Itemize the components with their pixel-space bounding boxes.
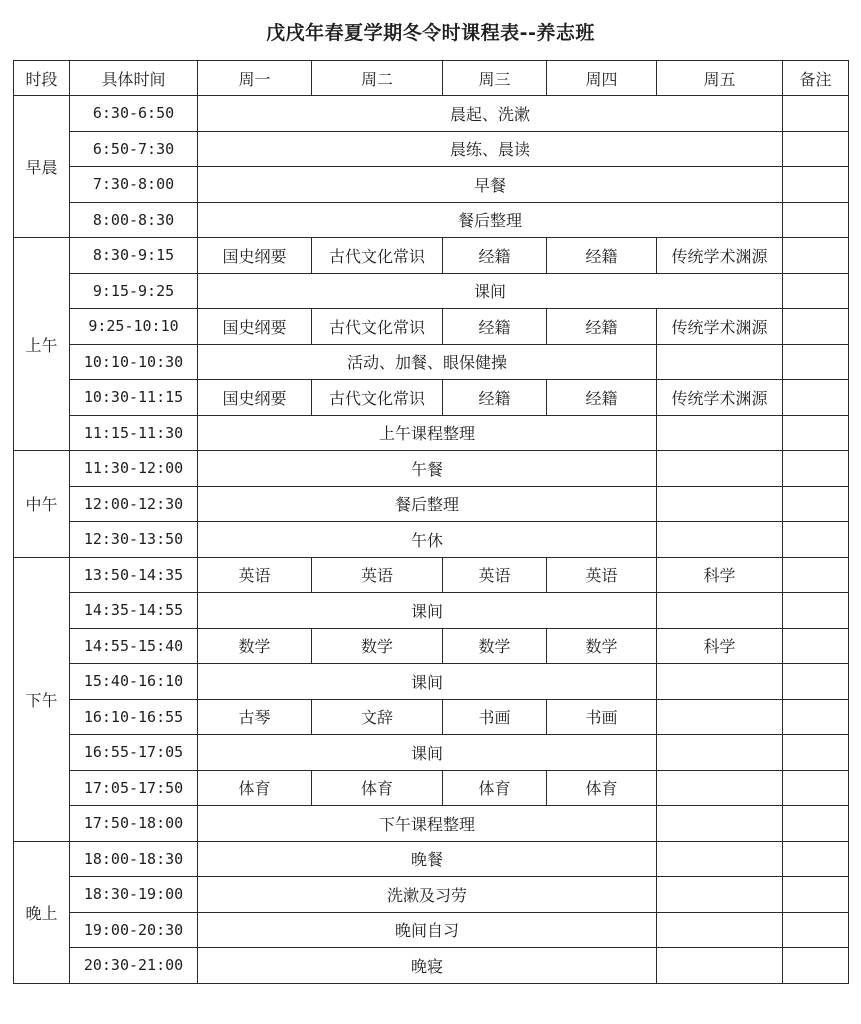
table-row: [14, 770, 849, 806]
time-cell: 14:55-15:40: [70, 628, 198, 664]
header-time: 具体时间: [70, 61, 198, 96]
notes-cell: [783, 593, 849, 629]
time-cell: 13:50-14:35: [70, 557, 198, 593]
time-cell: 18:00-18:30: [70, 841, 198, 877]
activity-cell: 晚餐: [198, 841, 657, 877]
empty-cell: [657, 486, 783, 522]
empty-cell: [657, 806, 783, 842]
notes-cell: [783, 273, 849, 309]
course-cell: 经籍: [443, 309, 547, 345]
course-cell: 经籍: [443, 380, 547, 416]
header-friday: 周五: [657, 61, 783, 96]
period-evening: 晚上: [14, 841, 70, 983]
course-cell: 古代文化常识: [312, 238, 443, 274]
notes-cell: [783, 948, 849, 984]
notes-cell: [783, 380, 849, 416]
activity-cell: 洗漱及习劳: [198, 877, 657, 913]
notes-cell: [783, 877, 849, 913]
table-row: [14, 557, 849, 593]
notes-cell: [783, 557, 849, 593]
activity-cell: 早餐: [198, 167, 783, 203]
time-cell: 20:30-21:00: [70, 948, 198, 984]
activity-cell: 餐后整理: [198, 486, 657, 522]
course-cell: 古琴: [198, 699, 312, 735]
notes-cell: [783, 167, 849, 203]
course-cell: 科学: [657, 628, 783, 664]
period-noon: 中午: [14, 451, 70, 558]
time-cell: 12:00-12:30: [70, 486, 198, 522]
course-cell: 经籍: [547, 238, 657, 274]
time-cell: 17:05-17:50: [70, 770, 198, 806]
table-row: [14, 309, 849, 345]
empty-cell: [657, 735, 783, 771]
notes-cell: [783, 841, 849, 877]
course-cell: 传统学术渊源: [657, 309, 783, 345]
empty-cell: [657, 948, 783, 984]
table-row: [14, 806, 849, 842]
notes-cell: [783, 96, 849, 132]
time-cell: 14:35-14:55: [70, 593, 198, 629]
empty-cell: [657, 912, 783, 948]
table-row: [14, 96, 849, 132]
course-cell: 传统学术渊源: [657, 238, 783, 274]
time-cell: 15:40-16:10: [70, 664, 198, 700]
time-cell: 18:30-19:00: [70, 877, 198, 913]
course-cell: 书画: [443, 699, 547, 735]
table-row: [14, 486, 849, 522]
header-wednesday: 周三: [443, 61, 547, 96]
table-row: [14, 131, 849, 167]
time-cell: 9:15-9:25: [70, 273, 198, 309]
table-row: [14, 912, 849, 948]
notes-cell: [783, 735, 849, 771]
notes-cell: [783, 664, 849, 700]
table-row: [14, 735, 849, 771]
time-cell: 16:10-16:55: [70, 699, 198, 735]
activity-cell: 晨练、晨读: [198, 131, 783, 167]
course-cell: 体育: [198, 770, 312, 806]
notes-cell: [783, 806, 849, 842]
empty-cell: [657, 877, 783, 913]
table-row: [14, 593, 849, 629]
table-row: [14, 877, 849, 913]
header-period: 时段: [14, 61, 70, 96]
empty-cell: [657, 664, 783, 700]
course-cell: 经籍: [443, 238, 547, 274]
time-cell: 17:50-18:00: [70, 806, 198, 842]
period-morning: 早晨: [14, 96, 70, 238]
table-row: [14, 628, 849, 664]
course-cell: 英语: [198, 557, 312, 593]
table-header-row: [14, 61, 849, 96]
period-forenoon: 上午: [14, 238, 70, 451]
activity-cell: 晨起、洗漱: [198, 96, 783, 132]
table-row: [14, 451, 849, 487]
header-notes: 备注: [783, 61, 849, 96]
table-row: [14, 380, 849, 416]
notes-cell: [783, 238, 849, 274]
notes-cell: [783, 415, 849, 451]
empty-cell: [657, 344, 783, 380]
course-cell: 经籍: [547, 309, 657, 345]
activity-cell: 下午课程整理: [198, 806, 657, 842]
course-cell: 古代文化常识: [312, 380, 443, 416]
course-cell: 国史纲要: [198, 380, 312, 416]
time-cell: 9:25-10:10: [70, 309, 198, 345]
course-cell: 体育: [443, 770, 547, 806]
activity-cell: 课间: [198, 664, 657, 700]
header-monday: 周一: [198, 61, 312, 96]
course-cell: 文辞: [312, 699, 443, 735]
schedule-table: [13, 60, 849, 984]
course-cell: 英语: [312, 557, 443, 593]
course-cell: 经籍: [547, 380, 657, 416]
notes-cell: [783, 770, 849, 806]
course-cell: 数学: [443, 628, 547, 664]
time-cell: 10:30-11:15: [70, 380, 198, 416]
time-cell: 7:30-8:00: [70, 167, 198, 203]
table-row: [14, 948, 849, 984]
notes-cell: [783, 628, 849, 664]
activity-cell: 午餐: [198, 451, 657, 487]
activity-cell: 课间: [198, 273, 783, 309]
table-row: [14, 522, 849, 558]
time-cell: 19:00-20:30: [70, 912, 198, 948]
empty-cell: [657, 451, 783, 487]
table-row: [14, 699, 849, 735]
period-afternoon: 下午: [14, 557, 70, 841]
notes-cell: [783, 344, 849, 380]
table-row: [14, 238, 849, 274]
activity-cell: 课间: [198, 735, 657, 771]
empty-cell: [657, 593, 783, 629]
activity-cell: 课间: [198, 593, 657, 629]
time-cell: 11:30-12:00: [70, 451, 198, 487]
empty-cell: [657, 415, 783, 451]
empty-cell: [657, 522, 783, 558]
notes-cell: [783, 202, 849, 238]
course-cell: 体育: [547, 770, 657, 806]
schedule-title: 戊戌年春夏学期冬令时课程表--养志班: [266, 22, 595, 44]
course-cell: 数学: [312, 628, 443, 664]
notes-cell: [783, 912, 849, 948]
course-cell: 数学: [198, 628, 312, 664]
empty-cell: [657, 699, 783, 735]
activity-cell: 餐后整理: [198, 202, 783, 238]
activity-cell: 午休: [198, 522, 657, 558]
header-thursday: 周四: [547, 61, 657, 96]
notes-cell: [783, 699, 849, 735]
course-cell: 传统学术渊源: [657, 380, 783, 416]
course-cell: 科学: [657, 557, 783, 593]
time-cell: 16:55-17:05: [70, 735, 198, 771]
activity-cell: 活动、加餐、眼保健操: [198, 344, 657, 380]
notes-cell: [783, 131, 849, 167]
activity-cell: 上午课程整理: [198, 415, 657, 451]
table-row: [14, 841, 849, 877]
course-cell: 古代文化常识: [312, 309, 443, 345]
time-cell: 6:30-6:50: [70, 96, 198, 132]
time-cell: 10:10-10:30: [70, 344, 198, 380]
course-cell: 国史纲要: [198, 238, 312, 274]
table-row: [14, 273, 849, 309]
activity-cell: 晚寝: [198, 948, 657, 984]
course-cell: 国史纲要: [198, 309, 312, 345]
course-cell: 体育: [312, 770, 443, 806]
course-cell: 数学: [547, 628, 657, 664]
activity-cell: 晚间自习: [198, 912, 657, 948]
table-row: [14, 664, 849, 700]
empty-cell: [657, 841, 783, 877]
notes-cell: [783, 309, 849, 345]
table-row: [14, 344, 849, 380]
table-row: [14, 415, 849, 451]
empty-cell: [657, 770, 783, 806]
time-cell: 12:30-13:50: [70, 522, 198, 558]
notes-cell: [783, 451, 849, 487]
time-cell: 8:30-9:15: [70, 238, 198, 274]
time-cell: 11:15-11:30: [70, 415, 198, 451]
notes-cell: [783, 522, 849, 558]
header-tuesday: 周二: [312, 61, 443, 96]
course-cell: 英语: [443, 557, 547, 593]
course-cell: 英语: [547, 557, 657, 593]
table-row: [14, 202, 849, 238]
time-cell: 8:00-8:30: [70, 202, 198, 238]
time-cell: 6:50-7:30: [70, 131, 198, 167]
table-row: [14, 167, 849, 203]
course-cell: 书画: [547, 699, 657, 735]
notes-cell: [783, 486, 849, 522]
